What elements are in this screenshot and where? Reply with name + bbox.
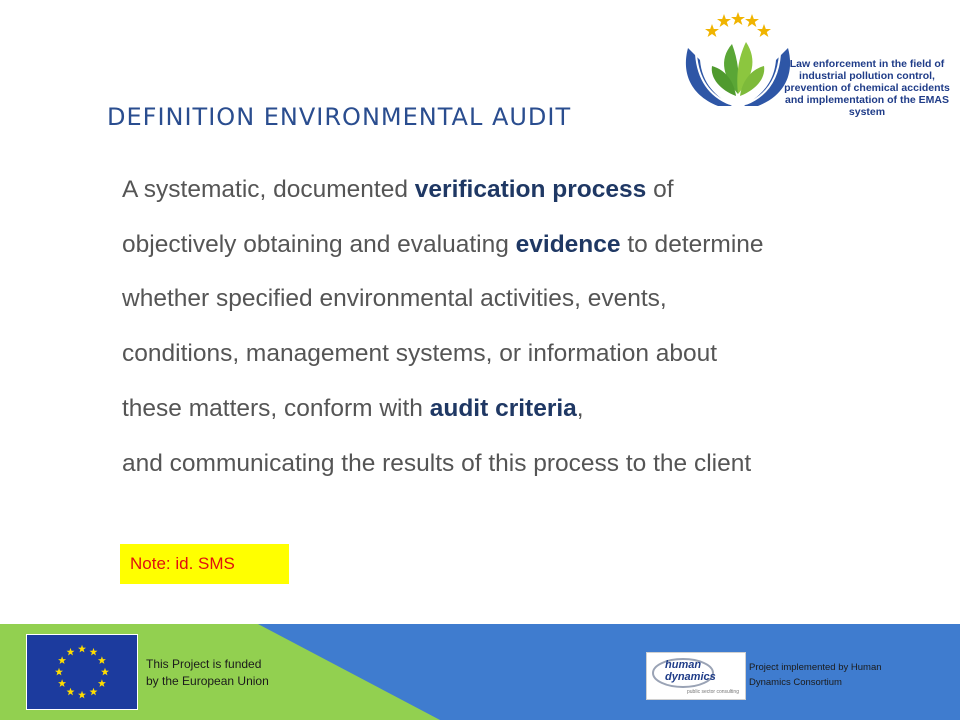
human-dynamics-logo xyxy=(646,652,746,700)
definition-line xyxy=(122,382,960,437)
eu-star-icon xyxy=(90,648,98,656)
star-icon xyxy=(717,14,731,27)
footer-bar xyxy=(0,624,960,720)
eu-flag-icon xyxy=(26,634,138,710)
star-icon xyxy=(705,24,719,37)
star-icon xyxy=(745,14,759,27)
eu-star-icon xyxy=(90,688,98,696)
hd-logo-tagline: public sector consulting xyxy=(687,689,739,695)
definition-run: conditions, management systems, or information about xyxy=(122,340,718,368)
eu-star-icon xyxy=(101,668,109,676)
definition-run: objectively obtaining and evaluating xyxy=(122,230,516,258)
logo-caption xyxy=(782,58,952,118)
star-icon xyxy=(757,24,771,37)
eu-star-icon xyxy=(58,656,66,664)
definition-run: and communicating the results of this process to the client xyxy=(122,449,752,477)
definition-run: to determine xyxy=(620,230,764,258)
funding-statement xyxy=(146,656,269,690)
eu-star-icon xyxy=(67,688,75,696)
implementation-line: Project implemented by Human xyxy=(749,662,882,673)
definition-run: A systematic, documented xyxy=(122,176,415,203)
slide-title: DEFINITION ENVIRONMENTAL AUDIT xyxy=(107,103,572,131)
definition-line xyxy=(122,272,960,327)
definition-line xyxy=(122,327,960,382)
eu-star-icon xyxy=(98,679,106,687)
hd-logo-name xyxy=(665,659,716,683)
definition-line xyxy=(122,163,960,218)
eu-star-icon xyxy=(78,645,86,653)
logo-caption-line: and implementation of the EMAS system xyxy=(785,94,949,118)
logo-caption-line: prevention of chemical accidents xyxy=(784,82,950,94)
star-icon xyxy=(731,12,745,25)
hd-logo-name-line: dynamics xyxy=(665,671,716,683)
implementation-line: Dynamics Consortium xyxy=(749,677,842,688)
eu-star-icon xyxy=(98,656,106,664)
project-logo xyxy=(676,8,948,116)
eu-star-icon xyxy=(78,691,86,699)
logo-caption-line: Law enforcement in the field of xyxy=(789,58,945,70)
emphasis-term: evidence xyxy=(515,230,621,258)
implementation-statement xyxy=(749,660,949,690)
eu-stars xyxy=(27,635,137,709)
definition-run: these matters, conform with xyxy=(122,394,430,422)
emphasis-term: audit criteria xyxy=(429,394,577,422)
logo-caption-line: industrial pollution control, xyxy=(799,70,935,82)
definition-run: , xyxy=(576,394,584,422)
eu-star-icon xyxy=(55,668,63,676)
eu-star-icon xyxy=(67,648,75,656)
definition-run: of xyxy=(646,176,674,203)
definition-text xyxy=(122,163,960,491)
definition-line xyxy=(122,437,960,492)
eu-star-icon xyxy=(58,679,66,687)
note-badge: Note: id. SMS xyxy=(120,544,289,584)
funding-line: This Project is funded xyxy=(146,657,262,671)
definition-run: whether specified environmental activities, events, xyxy=(122,285,667,313)
hd-logo-name-line: human xyxy=(665,659,702,671)
emphasis-term: verification process xyxy=(414,176,647,203)
definition-line xyxy=(122,218,960,273)
funding-line: by the European Union xyxy=(146,674,269,688)
